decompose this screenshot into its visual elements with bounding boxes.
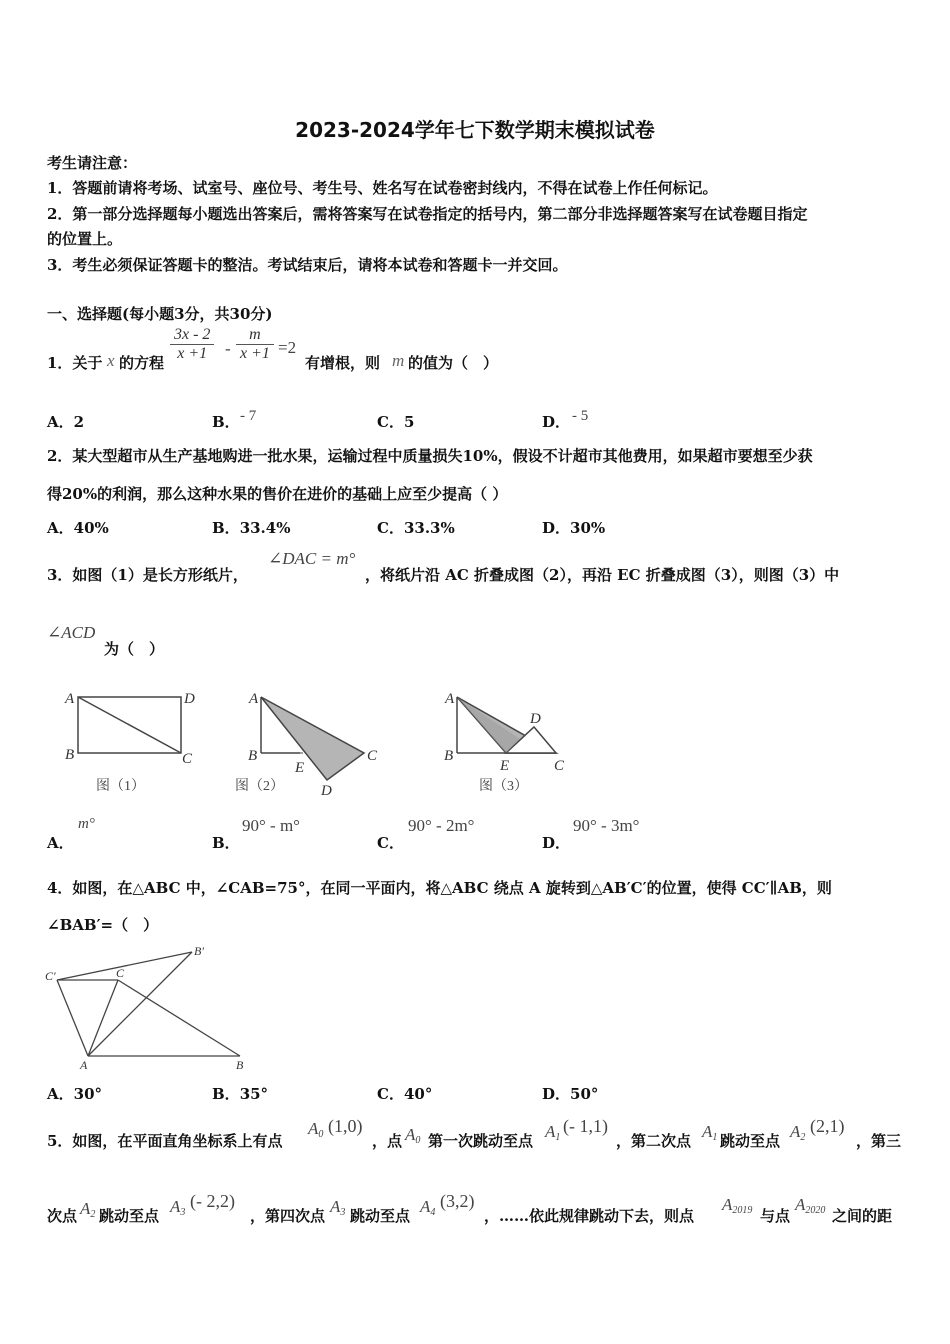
q3-angle: ∠DAC = m°: [268, 549, 356, 568]
q5-point-a2b: $A_2$: [80, 1199, 96, 1220]
notice-item-1: 1．答题前请将考场、试室号、座位号、考生号、姓名写在试卷密封线内，不得在试卷上作任何标记。: [47, 179, 718, 197]
notice-item-2-cont: 的位置上。: [47, 230, 123, 248]
q5-a2-coord: (2,1): [810, 1116, 845, 1136]
q1-option-a[interactable]: A．2: [47, 413, 85, 431]
q1-prefix: 1．关于: [47, 354, 103, 372]
q4-point-b: B: [236, 1058, 244, 1072]
q3-option-c-value: 90° - 2m°: [408, 816, 475, 835]
fig2-point-e: E: [295, 760, 305, 776]
q1-var-x: x: [107, 351, 115, 370]
fig3-point-b: B: [444, 748, 454, 764]
q3-figure-3: [436, 685, 586, 800]
q5-text-7: 次点: [47, 1207, 78, 1225]
q5-text-10: 跳动至点: [350, 1207, 411, 1225]
q5-a3-coord: (- 2,2): [190, 1191, 235, 1211]
q5-text-3: 第一次跳动至点: [428, 1132, 534, 1150]
q5-text-12: 与点: [760, 1207, 791, 1225]
q5-text-1: 5．如图，在平面直角坐标系上有点: [47, 1132, 283, 1150]
q5-text-4: ，第二次点: [616, 1132, 692, 1150]
q4-line2: ∠BAB′=（ ）: [47, 916, 159, 934]
fig1-point-c: C: [182, 751, 193, 767]
q5-text-2: ，点: [372, 1132, 403, 1150]
q5-a1-coord: (- 1,1): [563, 1116, 608, 1136]
q1-equals: =2: [278, 338, 297, 357]
q3-option-c-label[interactable]: C．: [377, 834, 404, 852]
q1-frac2-den: x +1: [240, 345, 270, 362]
q4-line1: 4．如图，在△ABC 中，∠CAB=75°，在同一平面内，将△ABC 绕点 A 旋转到△AB′C′的位置，使得 CC′∥AB，则: [47, 879, 832, 897]
q4-point-b1: B′: [194, 944, 204, 958]
q2-option-d[interactable]: D．30%: [542, 519, 606, 537]
q2-option-c[interactable]: C．33.3%: [377, 519, 455, 537]
q5-point-a4: $A_4$: [420, 1197, 436, 1218]
q1-var-m: m: [392, 351, 405, 370]
fig3-caption: 图（3）: [479, 779, 528, 794]
section-heading: 一、选择题(每小题3分，共30分): [47, 305, 273, 323]
q3-option-b-value: 90° - m°: [242, 816, 300, 835]
q3-option-b-label[interactable]: B．: [212, 834, 240, 852]
q4-option-d[interactable]: D．50°: [542, 1085, 599, 1103]
q4-option-b[interactable]: B．35°: [212, 1085, 269, 1103]
q1-option-b-value: - 7: [240, 408, 257, 424]
q4-point-a: A: [80, 1058, 88, 1072]
q1-fraction-2: [236, 326, 274, 363]
q1-option-d-label[interactable]: D．: [542, 413, 571, 431]
q1-option-b-label[interactable]: B．: [212, 413, 240, 431]
q4-point-c1: C′: [45, 969, 56, 983]
q4-point-c: C: [116, 966, 125, 980]
q5-point-a1b: $A_1$: [702, 1122, 718, 1143]
q1-frac2-num: m: [236, 326, 274, 345]
fig2-point-a: A: [249, 691, 259, 707]
q2-option-b[interactable]: B．33.4%: [212, 519, 291, 537]
fig2-caption: 图（2）: [235, 779, 284, 794]
fig2-point-c: C: [367, 748, 378, 764]
q3-option-d-value: 90° - 3m°: [573, 816, 640, 835]
fig1-point-d: D: [184, 691, 195, 707]
q5-point-a1: $A_1$: [545, 1122, 561, 1143]
fig1-caption: 图（1）: [96, 779, 145, 794]
q3-figure-2: [235, 685, 390, 800]
q2-line2: 得20%的利润，那么这种水果的售价在进价的基础上应至少提高（ ）: [47, 485, 508, 503]
notice-item-3: 3．考生必须保证答题卡的整洁。考试结束后，请将本试卷和答题卡一并交回。: [47, 256, 568, 274]
q3-option-a-label[interactable]: A．: [47, 834, 74, 852]
q3-ask: 为（ ）: [104, 640, 165, 658]
notice-heading: 考生请注意：: [47, 154, 138, 172]
fig3-point-d: D: [530, 711, 541, 727]
q4-option-a[interactable]: A．30°: [47, 1085, 103, 1103]
notice-item-2: 2．第一部分选择题每小题选出答案后，需将答案写在试卷指定的括号内，第二部分非选择题答案写在试卷题目指定: [47, 205, 808, 223]
q3-figure-1: [60, 685, 210, 800]
q1-frac1-den: x +1: [177, 345, 208, 362]
q1-suffix2: 的值为（ ）: [408, 354, 499, 372]
q5-a4-coord: (3,2): [440, 1191, 475, 1211]
fig1-point-b: B: [65, 747, 75, 763]
q5-point-a3: $A_3$: [170, 1197, 186, 1218]
q5-point-a2019: $A_{2019}$: [722, 1195, 753, 1216]
q5-a0-coord: (1,0): [328, 1116, 363, 1136]
fig3-point-a: A: [445, 691, 455, 707]
q3-option-d-label[interactable]: D．: [542, 834, 571, 852]
q5-text-6: ，第三: [856, 1132, 902, 1150]
q1-fraction-1: [170, 326, 214, 363]
q3-angle2: ∠ACD: [47, 623, 96, 642]
q1-option-c[interactable]: C．5: [377, 413, 415, 431]
q5-point-a2: $A_2$: [790, 1122, 806, 1143]
q5-point-a0b: $A_0$: [405, 1125, 421, 1146]
fig2-point-d: D: [321, 783, 332, 799]
q5-text-11: ，……依此规律跳动下去，则点: [484, 1207, 695, 1225]
q5-text-5: 跳动至点: [720, 1132, 781, 1150]
q1-suffix1: 有增根，则: [305, 354, 381, 372]
q1-minus: -: [225, 339, 231, 358]
fig1-point-a: A: [65, 691, 75, 707]
q5-point-a2020: $A_{2020}$: [795, 1195, 826, 1216]
q5-point-a3b: $A_3$: [330, 1197, 346, 1218]
q1-mid: 的方程: [119, 354, 165, 372]
q1-option-d-value: - 5: [572, 408, 589, 424]
q5-point-a0: $A_0$: [308, 1119, 324, 1140]
q4-figure: [40, 940, 260, 1075]
page-title: 2023-2024学年七下数学期末模拟试卷: [295, 118, 655, 142]
q4-option-c[interactable]: C．40°: [377, 1085, 433, 1103]
q1-frac1-num: 3x - 2: [170, 326, 214, 345]
q2-line1: 2．某大型超市从生产基地购进一批水果，运输过程中质量损失10%，假设不计超市其他费用，如果超市要想至少获: [47, 447, 813, 465]
q2-option-a[interactable]: A．40%: [47, 519, 109, 537]
fig3-point-c: C: [554, 758, 565, 774]
q3-suffix: ，将纸片沿 AC 折叠成图（2），再沿 EC 折叠成图（3），则图（3）中: [365, 566, 840, 584]
q5-text-13: 之间的距: [832, 1207, 893, 1225]
fig2-point-b: B: [248, 748, 258, 764]
q3-prefix: 3．如图（1）是长方形纸片，: [47, 566, 248, 584]
q5-text-9: ，第四次点: [250, 1207, 326, 1225]
fig3-point-e: E: [500, 758, 510, 774]
q3-option-a-value: m°: [78, 816, 95, 832]
q5-text-8: 跳动至点: [99, 1207, 160, 1225]
